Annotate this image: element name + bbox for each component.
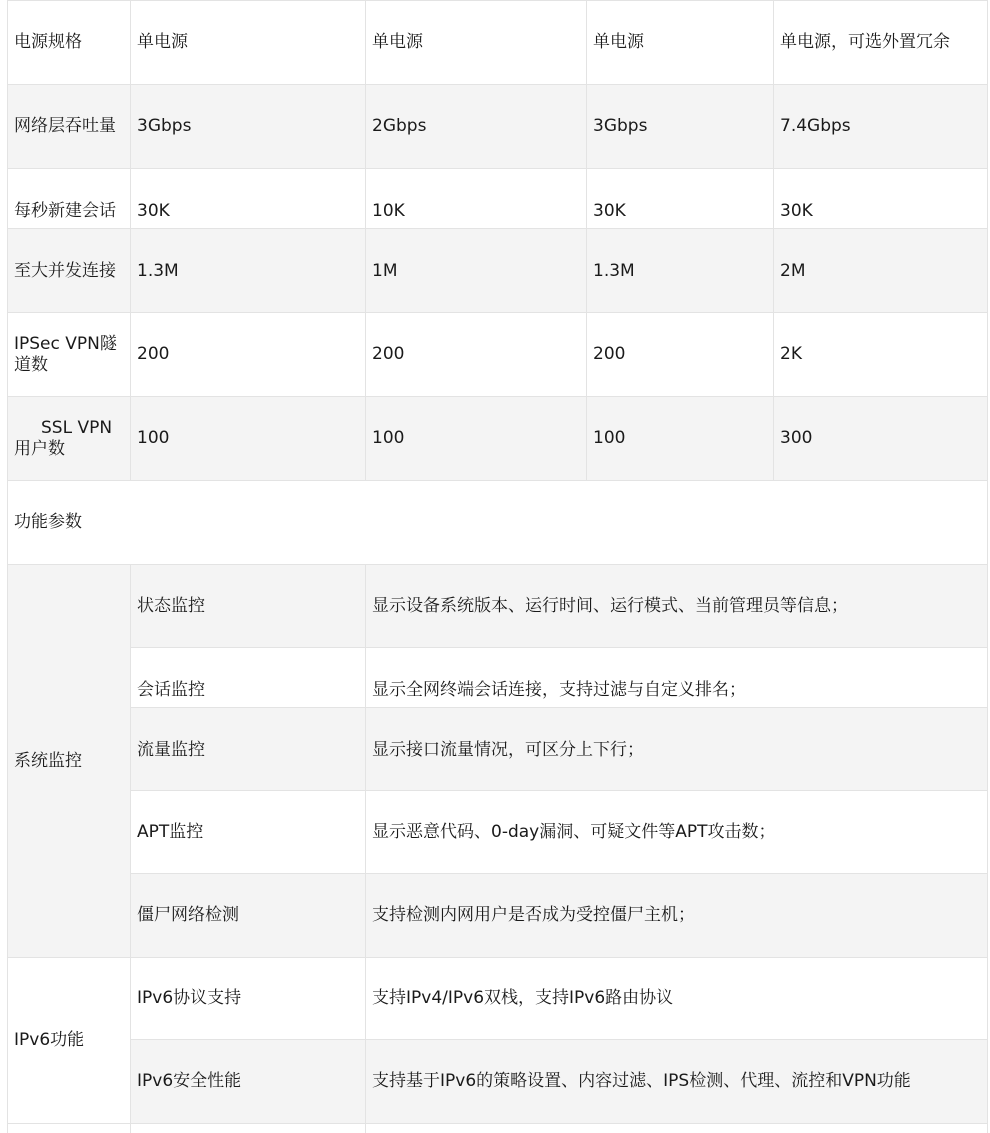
table-row <box>8 397 988 481</box>
table-row <box>8 169 988 229</box>
spec-value: 2Gbps <box>366 85 587 169</box>
spec-value: 单电源 <box>587 1 774 85</box>
section-header-row <box>8 481 988 565</box>
feature-name: IPv6协议支持 <box>131 958 366 1040</box>
spec-value: 200 <box>587 313 774 397</box>
spec-value: 100 <box>366 397 587 481</box>
feature-desc <box>366 1124 988 1133</box>
table-row <box>8 313 988 397</box>
spec-value: 2K <box>774 313 988 397</box>
table-row <box>8 1040 988 1124</box>
param-name-line: 道数 <box>14 354 48 375</box>
spec-value: 10K <box>366 169 587 229</box>
group-name: IPv6功能 <box>8 958 131 1124</box>
spec-value: 30K <box>774 169 988 229</box>
feature-desc: 显示恶意代码、0-day漏洞、可疑文件等APT攻击数； <box>366 791 988 874</box>
spec-value: 3Gbps <box>131 85 366 169</box>
spec-value: 100 <box>131 397 366 481</box>
spec-value: 单电源，可选外置冗余 <box>774 1 988 85</box>
feature-name: 会话监控 <box>131 648 366 708</box>
param-name: 至大并发连接 <box>8 229 131 313</box>
feature-desc: 支持检测内网用户是否成为受控僵尸主机； <box>366 874 988 958</box>
section-title: 功能参数 <box>8 481 988 565</box>
table-row <box>8 791 988 874</box>
spec-value: 1.3M <box>131 229 366 313</box>
table-row <box>8 1 988 85</box>
feature-name: APT监控 <box>131 791 366 874</box>
spec-value: 100 <box>587 397 774 481</box>
group-name <box>8 1124 131 1133</box>
table-row <box>8 708 988 791</box>
feature-name: 僵尸网络检测 <box>131 874 366 958</box>
param-name: 电源规格 <box>8 1 131 85</box>
table-row <box>8 229 988 313</box>
param-name <box>8 397 131 481</box>
table-row <box>8 1124 988 1133</box>
param-name-line: SSL VPN <box>41 417 113 438</box>
table-row <box>8 648 988 708</box>
feature-desc: 显示接口流量情况，可区分上下行； <box>366 708 988 791</box>
spec-value: 1M <box>366 229 587 313</box>
param-name-line: IPSec VPN隧 <box>14 333 117 354</box>
feature-name: 状态监控 <box>131 565 366 648</box>
spec-value: 30K <box>131 169 366 229</box>
spec-value: 200 <box>131 313 366 397</box>
spec-value: 1.3M <box>587 229 774 313</box>
spec-value: 2M <box>774 229 988 313</box>
table-row <box>8 874 988 958</box>
table-row <box>8 85 988 169</box>
feature-desc: 显示设备系统版本、运行时间、运行模式、当前管理员等信息； <box>366 565 988 648</box>
param-name: 每秒新建会话 <box>8 169 131 229</box>
spec-value: 7.4Gbps <box>774 85 988 169</box>
spec-value: 单电源 <box>131 1 366 85</box>
param-name <box>8 313 131 397</box>
spec-value: 300 <box>774 397 988 481</box>
param-name-line: 用户数 <box>14 438 65 459</box>
feature-name <box>131 1124 366 1133</box>
feature-name: IPv6安全性能 <box>131 1040 366 1124</box>
feature-desc: 显示全网终端会话连接，支持过滤与自定义排名； <box>366 648 988 708</box>
table-row <box>8 565 988 648</box>
spec-table <box>7 0 988 1133</box>
feature-desc: 支持IPv4/IPv6双栈，支持IPv6路由协议 <box>366 958 988 1040</box>
spec-value: 200 <box>366 313 587 397</box>
feature-name: 流量监控 <box>131 708 366 791</box>
spec-value: 3Gbps <box>587 85 774 169</box>
table-row <box>8 958 988 1040</box>
group-name: 系统监控 <box>8 565 131 958</box>
spec-value: 30K <box>587 169 774 229</box>
spec-value: 单电源 <box>366 1 587 85</box>
feature-desc: 支持基于IPv6的策略设置、内容过滤、IPS检测、代理、流控和VPN功能 <box>366 1040 988 1124</box>
param-name: 网络层吞吐量 <box>8 85 131 169</box>
